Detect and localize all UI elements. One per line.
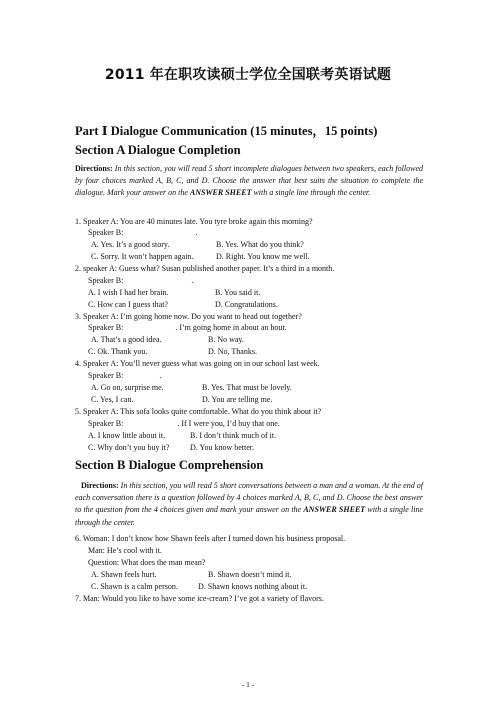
section-a-heading: Section A Dialogue Completion (75, 143, 241, 157)
question-3-option-c: C. Ok. Thank you. (88, 347, 148, 356)
question-5: 5. Speaker A: This sofa looks quite comfortable. What do you think about it? (75, 407, 322, 416)
question-1-speaker-b: Speaker B: . (88, 228, 198, 237)
answer-sheet-emphasis: ANSWER SHEET (303, 505, 366, 515)
page-number: - 1 - (241, 680, 255, 689)
question-3-speaker-b: Speaker B: . I’m going home in about an hour. (88, 323, 287, 332)
question-2-option-d: D. Congratulations. (215, 300, 278, 309)
question-3-option-d: D. No, Thanks. (208, 347, 257, 356)
question-1-option-b: B. Yes. What do you think? (216, 240, 304, 249)
directions-text: In this section, you will read 5 short conversations between a man and a woman. At the end of each conversation there is a question followed by 4 choices marked A, B, C, and D. Choose the best answer to the question from the 4 choices given and mark your answer on the (75, 481, 423, 515)
question-4-option-a: A. Go on, surprise me. (91, 383, 164, 392)
directions-text: In this section, you will read 5 short incomplete dialogues between two speakers, each followed by four choices marked A, B, C, and D. Choose the answer that best suits the situation to complete the dialogue. Mark your answer on the (75, 164, 423, 198)
question-7: 7. Man: Would you like to have some ice-cream? I’ve got a variety of flavors. (75, 594, 324, 603)
question-3: 3. Speaker A: I’m going home now. Do you want to head out together? (75, 312, 302, 321)
question-6: 6. Woman: I don’t know how Shawn feels after I turned down his business proposal. (75, 534, 346, 543)
directions-label: Directions: (75, 164, 113, 173)
answer-sheet-emphasis: ANSWER SHEET (189, 188, 252, 198)
question-6-option-b: B. Shawn doesn’t mind it. (208, 570, 292, 579)
question-5-speaker-b: Speaker B: . If I were you, I’d buy that one. (88, 419, 280, 428)
question-2-option-a: A. I wish I had her brain. (88, 288, 169, 297)
question-2-option-b: B. You said it. (215, 288, 261, 297)
question-1-option-c: C. Sorry. It won’t happen again. (91, 252, 194, 261)
directions-text-end: with a single line through the center. (75, 505, 424, 527)
question-5-option-b: B. I don’t think much of it. (190, 431, 277, 440)
part-heading: Part Ⅰ Dialogue Communication (15 minutes，15 points) (75, 124, 378, 138)
question-5-option-c: C. Why don’t you buy it? (88, 443, 170, 452)
question-4-speaker-b: Speaker B: . (88, 371, 162, 380)
question-5-option-a: A. I know little about it. (88, 431, 166, 440)
section-b-directions (75, 480, 423, 529)
question-2: 2. speaker A: Guess what? Susan published another paper. It’s a third in a month. (75, 264, 335, 273)
question-5-option-d: D. You know better. (190, 443, 255, 452)
directions-text-end: with a single line through the center. (251, 188, 371, 198)
question-6-option-a: A. Shawn feels hurt. (91, 570, 157, 579)
question-4-option-d: D. You are telling me. (202, 395, 273, 404)
page-title: 2011 年在职攻读硕士学位全国联考英语试题 (104, 67, 392, 83)
question-6-man: Man: He’s cool with it. (88, 546, 162, 555)
question-4: 4. Speaker A: You’ll never guess what was going on in our school last week. (75, 359, 320, 368)
question-3-option-a: A. That’s a good idea. (91, 335, 162, 344)
question-6-option-c: C. Shawn is a calm person. (91, 582, 178, 591)
question-2-option-c: C. How can I guess that? (88, 300, 168, 309)
question-6-question: Question: What does the man mean? (88, 558, 206, 567)
question-1-option-d: D. Right. You know me well. (216, 252, 310, 261)
question-3-option-b: B. No way. (208, 335, 244, 344)
question-1: 1. Speaker A: You are 40 minutes late. You tyre broke again this morning? (75, 217, 313, 226)
section-b-heading: Section B Dialogue Comprehension (75, 458, 264, 472)
directions-label: Directions: (81, 481, 119, 490)
question-4-option-b: B. Yes. That must be lovely. (202, 383, 292, 392)
question-1-option-a: A. Yes. It’s a good story. (91, 240, 170, 249)
question-4-option-c: C. Yes, I can. (91, 395, 134, 404)
question-2-speaker-b: Speaker B: . (88, 276, 194, 285)
section-a-directions (75, 163, 423, 200)
question-6-option-d: D. Shawn knows nothing about it. (198, 582, 308, 591)
